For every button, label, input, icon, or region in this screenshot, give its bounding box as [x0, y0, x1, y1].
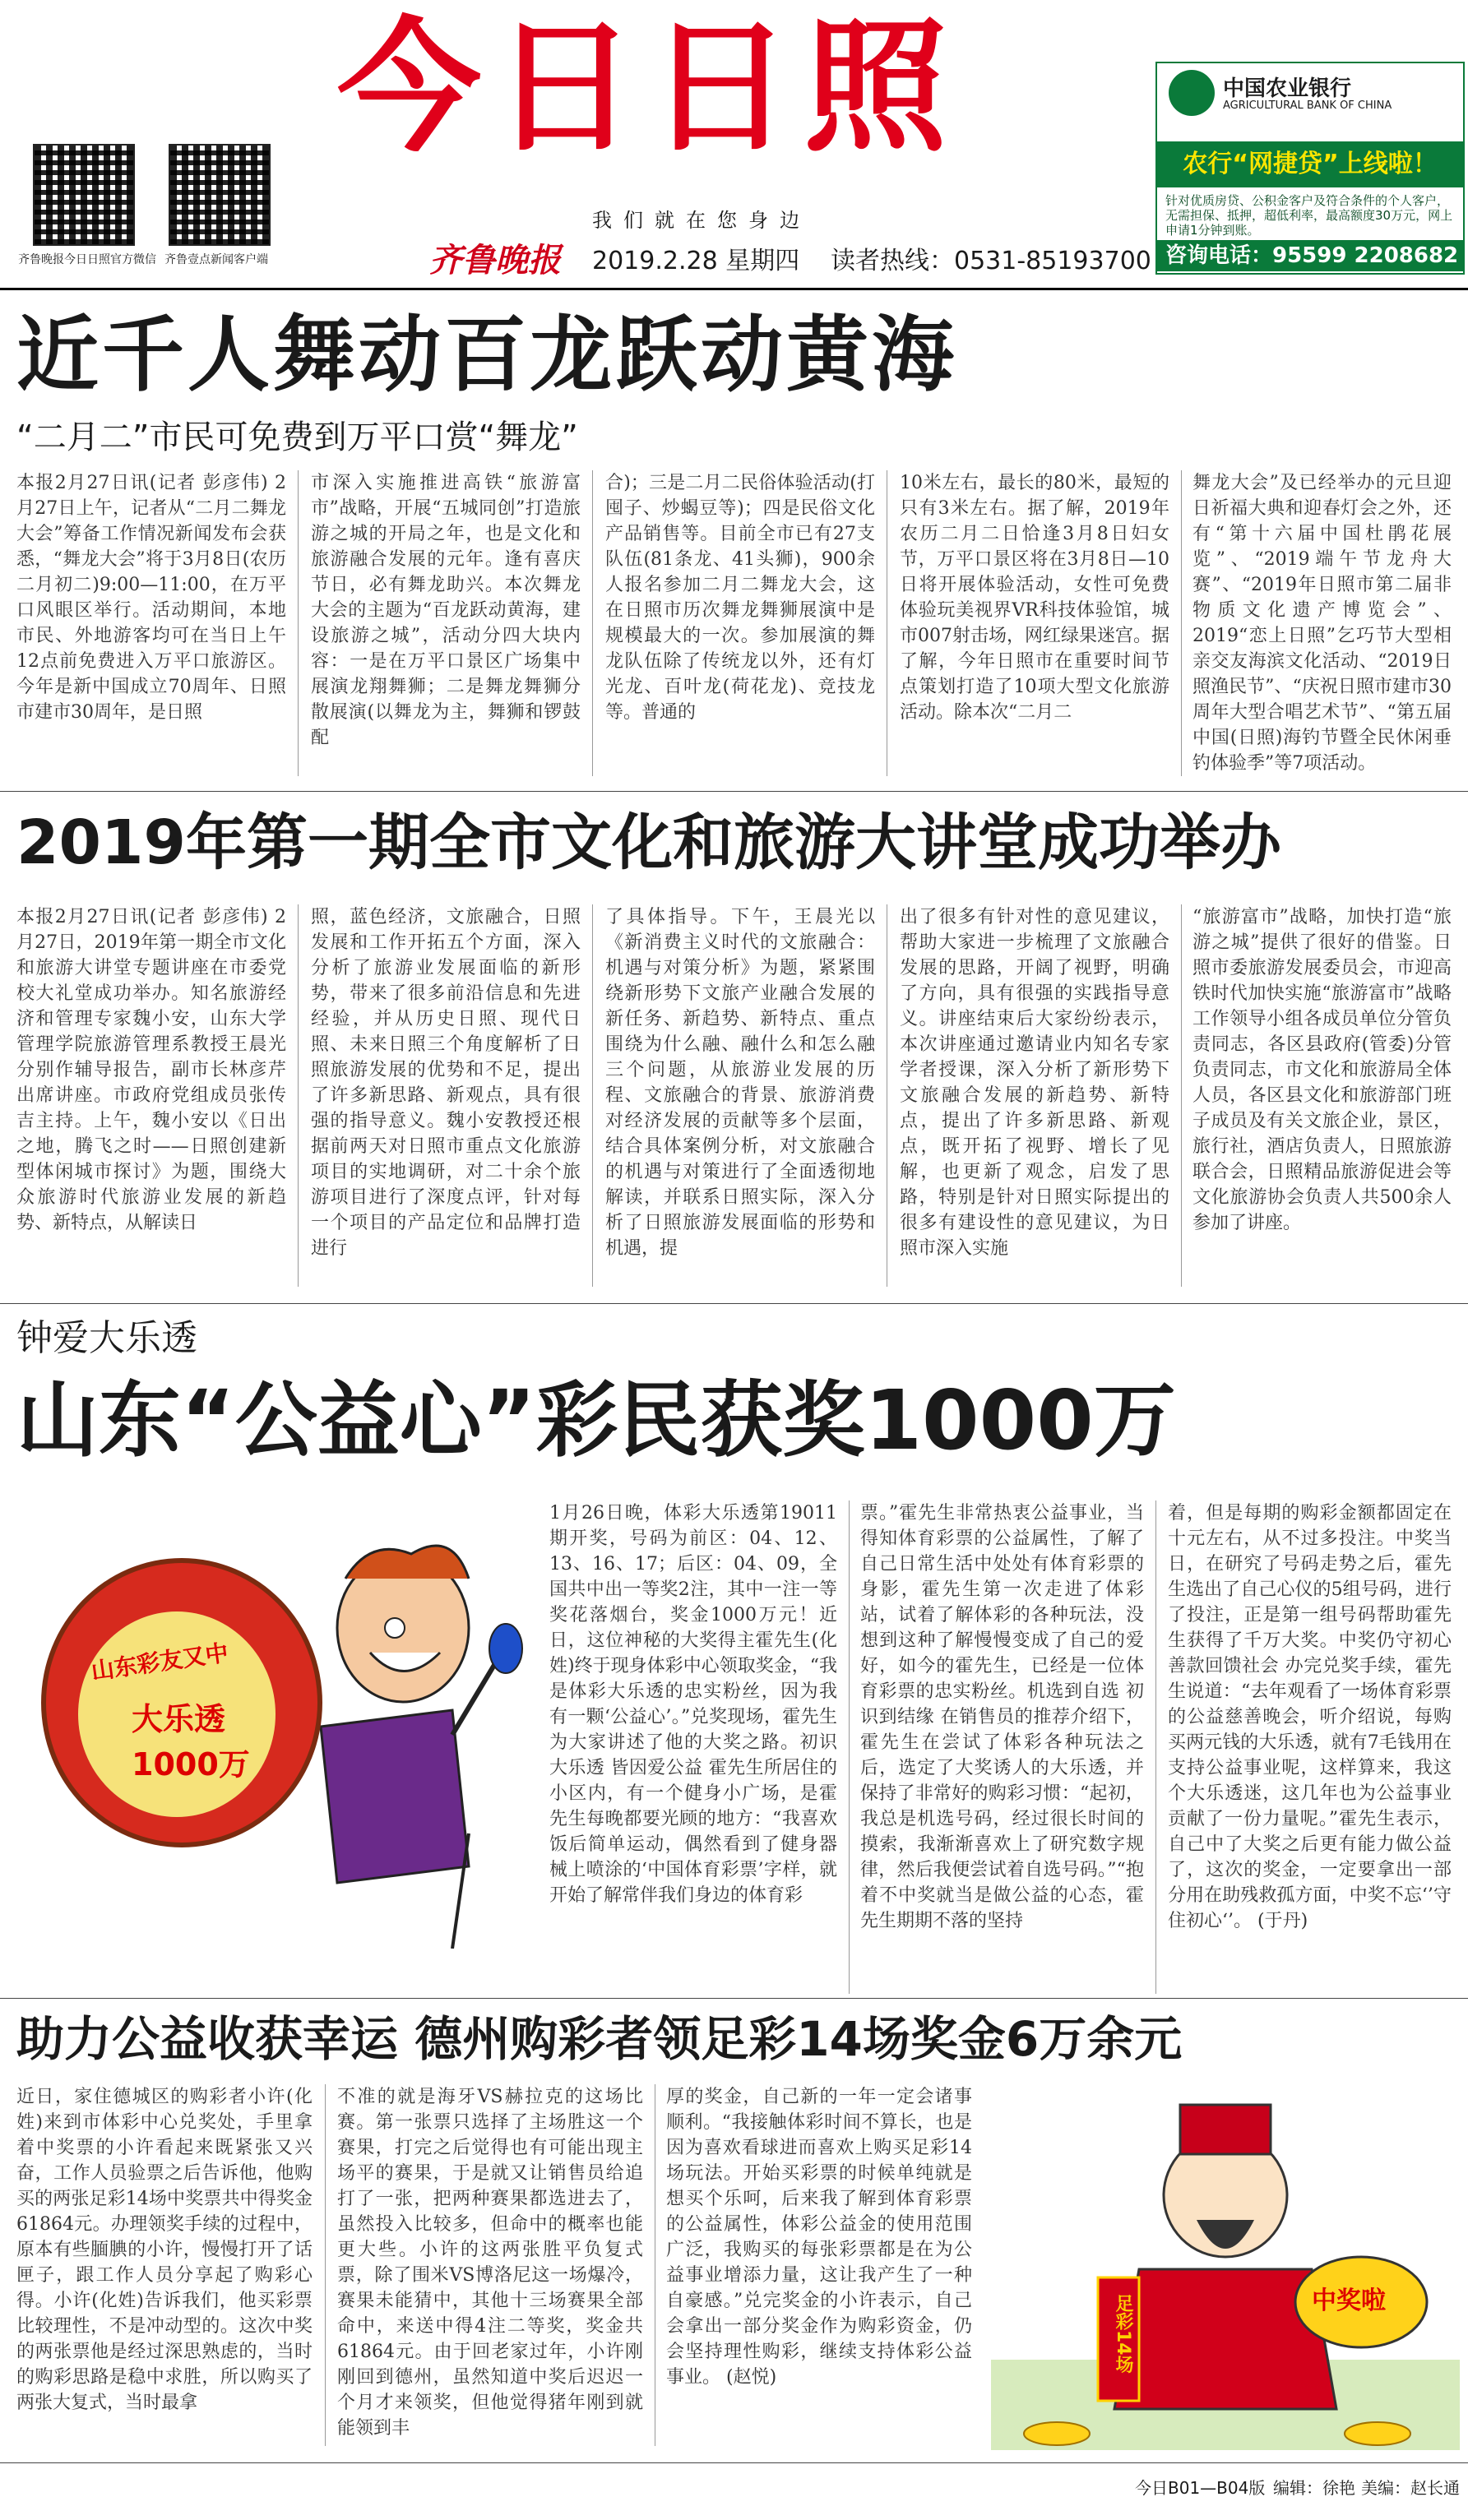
- bank-name: 中国农业银行: [1223, 76, 1352, 101]
- footer-pages: 今日B01—B04版: [1135, 2478, 1266, 2498]
- column-divider: [1155, 1500, 1156, 1994]
- column-divider: [592, 904, 593, 1287]
- bank-ad: [1155, 62, 1465, 275]
- article1-subhead: “二月二”市民可免费到万平口赏“舞龙”: [16, 418, 578, 456]
- article4-headline: 助力公益收获幸运 德州购彩者领足彩14场奖金6万余元: [16, 2011, 1183, 2067]
- article2-column: 照，蓝色经济，文旅融合，日照发展和工作开拓五个方面，深入分析了旅游业发展面临的新形势，带来了很多前沿信息和先进经验，并从历史日照、现代日照、未来日照三个角度解析了日照旅游发展的优势和不足，提出了许多新思路、新观点，具有很强的指导意义。魏小安教授还根据前两天对日照市重点文化旅游项目的实地调研，对二十余个旅游项目进行了深度点评，针对每一个项目的产品定位和品牌打造进行: [311, 907, 581, 1259]
- bank-tel: 咨询电话：95599 2208682: [1157, 240, 1463, 271]
- drummer-body: [321, 1710, 469, 1883]
- article1-column: 本报2月27日讯(记者 彭彦伟) 2月27日上午，记者从“二月二舞龙大会”筹备工作情况新闻发布会获悉，“舞龙大会”将于3月8日(农历二月初二)9:00—11:00，在万平口风眼区举行。活动期间，本地市民、外地游客均可在当日上午12点前免费进入万平口旅游区。今年是新中国成立70周年、日照市建市30周年，是日照: [16, 473, 286, 723]
- bank-name-en: AGRICULTURAL BANK OF CHINA: [1223, 99, 1392, 112]
- issue-date: 2019.2.28 星期四: [592, 247, 800, 275]
- masthead-slogan: 我们就在您身边: [592, 209, 811, 232]
- qr-code-wechat: [33, 144, 135, 246]
- section-rule: [0, 791, 1468, 792]
- reader-hotline: 读者热线：0531-85193700: [831, 247, 1151, 275]
- article3-headline: 山东“公益心”彩民获奖1000万: [16, 1372, 1176, 1468]
- drumstick-head: [489, 1624, 522, 1673]
- article1-column: 10米左右，最长的80米，最短的只有3米左右。据了解，2019年农历二月二日恰逢3月8日妇女节，万平口景区将在3月8日—10日将开展体验活动，女性可免费体验玩美视界VR科技体验馆，城市007射击场，网红绿果迷宫。据了解，今年日照市在重要时间节点策划打造了10项大型文化旅游活动。除本次“二月二: [900, 473, 1169, 723]
- drum-text: 大乐透: [132, 1701, 226, 1737]
- article3-column: 着，但是每期的购彩金额都固定在十元左右，从不过多投注。中奖当日，在研究了号码走势之后，霍先生选出了自己心仪的5组号码，进行了投注，正是第一组号码帮助霍先生获得了千万大奖。中奖仍守初心 善款回馈社会 办完兑奖手续，霍先生说道：“去年观看了一场体育彩票的公益慈善晚会，听介绍说，每购买两元钱的大乐透，就有7毛钱用在支持公益事业呢，这样算来，我这个大乐透迷，这几年也为公益事业贡献了一份力量呢。”霍先生表示，自己中了大奖之后更有能力做公益了，这次的奖金，一定要拿出一部分用在助残救孤方面，中奖不忘‘’守住初心‘’。 (于丹): [1168, 1503, 1452, 1931]
- article3-kicker: 钟爱大乐透: [16, 1317, 197, 1359]
- article2-column: 了具体指导。下午，王晨光以《新消费主义时代的文旅融合：机遇与对策分析》为题，紧紧围绕新形势下文旅产业融合发展的新任务、新趋势、新特点、重点围绕为什么融、融什么和怎么融三个问题，从旅游业发展的历程、文旅融合的背景、旅游消费对经济发展的贡献等多个层面，结合具体案例分析，对文旅融合的机遇与对策进行了全面透彻地解读，并联系日照实际，深入分析了日照旅游发展面临的形势和机遇，提: [605, 907, 875, 1259]
- wealth-god-hat: [1180, 2105, 1271, 2154]
- bank-banner: 农行“网捷贷”上线啦！: [1157, 141, 1463, 187]
- section-rule: [0, 1303, 1468, 1304]
- column-divider: [1181, 470, 1182, 776]
- article2-column: “旅游富市”战略，加快打造“旅游之城”提供了很好的借鉴。日照市委旅游发展委员会，市迎高铁时代加快实施“旅游富市”战略工作领导小组各成员单位分管负责同志，各区县政府(管委)分管负责同志，市文化和旅游局全体人员，各区县文化和旅游部门班子成员及有关文旅企业，景区，旅行社，酒店负责人，日照旅游联合会，日照精品旅游促进会等文化旅游协会负责人共500余人参加了讲座。: [1192, 907, 1452, 1233]
- gold-ingot: [1345, 2422, 1410, 2445]
- article2-column: 出了很多有针对性的意见建议，帮助大家进一步梳理了文旅融合发展的思路，开阔了视野，明确了方向，具有很强的实践指导意义。讲座结束后大家纷纷表示，本次讲座通过邀请业内知名专家学者授课，深入分析了新形势下文旅融合发展的新趋势、新特点，提出了许多新思路、新观点，既开拓了视野、增长了见解，也更新了观念，启发了思路，特别是针对日照实际提出的很多有建设性的意见建议，为日照市深入实施: [900, 907, 1169, 1259]
- article4-column: 不准的就是海牙VS赫拉克的这场比赛。第一张票只选择了主场胜这一个赛果，打完之后觉得也有可能出现主场平的赛果，于是就又让销售员给追打了一张，把两种赛果都选进去了，虽然投入比较多，但命中的概率也能更大些。小许的这两张胜平负复式票，除了围米VS博洛尼这一场爆冷，赛果未能猜中，其他十三场赛果全部命中，来送中得4注二等奖，奖金共61864元。由于回老家过年，小许刚刚回到德州，虽然知道中奖后迟迟一个月才来领奖，但他觉得猪年刚到就能领到丰: [337, 2087, 643, 2439]
- column-divider: [592, 470, 593, 776]
- article1-headline: 近千人舞动百龙跃动黄海: [16, 307, 957, 403]
- article1-column: 舞龙大会”及已经举办的元旦迎日祈福大典和迎春灯会之外，还有“第十六届中国杜鹃花展览”、“2019端午节龙舟大赛”、“2019年日照市第二届非物质文化遗产博览会”、2019“恋上日照”乞巧节大型相亲交友海滨文化活动、“2019日照渔民节”、“庆祝日照市建市30周年大型合唱艺术节”、“第五届中国(日照)海钓节暨全民休闲垂钓体验季”等7项活动。: [1192, 473, 1452, 774]
- column-divider: [849, 1500, 850, 1994]
- article1-column: 市深入实施推进高铁“旅游富市”战略，开展“五城同创”打造旅游之城的开局之年，也是文化和旅游融合发展的元年。逢有喜庆节日，必有舞龙助兴。本次舞龙大会的主题为“百龙跃动黄海，建设旅游之城”，活动分四大块内容：一是在万平口景区广场集中展演龙翔舞狮；二是舞龙舞狮分散展演(以舞龙为主，舞狮和锣鼓配: [311, 473, 581, 748]
- lottery-banner-label: 足彩14场: [1113, 2294, 1133, 2374]
- drummer-hair: [345, 1546, 469, 1579]
- masthead-rule: [0, 288, 1468, 290]
- bank-logo-icon: [1169, 70, 1215, 116]
- footer-editor: 编辑：徐艳: [1273, 2478, 1355, 2498]
- masthead-title: 今日日照: [337, 5, 959, 172]
- qr-label-app: 齐鲁壹点新闻客户端: [164, 253, 268, 266]
- brand-logo: 齐鲁晚报: [429, 241, 561, 280]
- footer-rule: [0, 2462, 1468, 2463]
- drummer-eye: [385, 1618, 405, 1638]
- article3-column: 1月26日晚，体彩大乐透第19011期开奖，号码为前区：04、12、13、16、17；后区：04、09，全国共中出一等奖2注，其中一注一等奖花落烟台，奖金1000万元！近日，这位神秘的大奖得主霍先生(化姓)终于现身体彩中心领取奖金，“我是体彩大乐透的忠实粉丝，因为我有一颗‘公益心’。”兑奖现场，霍先生为大家讲述了他的大奖之路。初识大乐透 皆因爱公益 霍先生所居住的小区内，有一个健身小广场，是霍先生每晚都要光顾的地方：“我喜欢饭后简单运动，偶然看到了健身器械上喷涂的‘中国体育彩票’字样，就开始了解常伴我们身边的体育彩: [549, 1503, 837, 1906]
- article3-column: 票。”霍先生非常热衷公益事业，当得知体育彩票的公益属性，了解了自己日常生活中处处有体育彩票的身影，霍先生第一次走进了体彩站，试着了解体彩的各种玩法，没想到这种了解慢慢变成了自己的爱好，如今的霍先生，已经是一位体育彩票的忠实粉丝。机选到自选 初识到结缘 在销售员的推荐介绍下，霍先生在尝试了体彩各种玩法之后，选定了大奖诱人的大乐透，并保持了非常好的购彩习惯：“起初，我总是机选号码，经过很长时间的摸索，我渐渐喜欢上了研究数字规律，然后我便尝试着自选号码。”“抱着不中奖就当是做公益的心态，霍先生期期不落的坚持: [860, 1503, 1144, 1931]
- column-divider: [325, 2084, 326, 2446]
- article2-column: 本报2月27日讯(记者 彭彦伟) 2月27日，2019年第一期全市文化和旅游大讲堂专题讲座在市委党校大礼堂成功举办。知名旅游经济和管理专家魏小安，山东大学管理学院旅游管理系教授王晨光分别作辅导报告，副市长林彦芹出席讲座。市政府党组成员张传吉主持。上午，魏小安以《日出之地，腾飞之时——日照创建新型体闲城市探讨》为题，围绕大众旅游时代旅游业发展的新趋势、新特点，从解读日: [16, 907, 286, 1233]
- article1-column: 合)；三是二月二民俗体验活动(打囤子、炒蝎豆等)；四是民俗文化产品销售等。目前全市已有27支队伍(81条龙、41头狮)，900余人报名参加二月二舞龙大会，这在日照市历次舞龙舞狮展演中是规模最大的一次。参加展演的舞龙队伍除了传统龙以外，还有灯光龙、百叶龙(荷花龙)、竞技龙等。普通的: [605, 473, 875, 723]
- column-divider: [1181, 904, 1182, 1287]
- column-divider: [298, 904, 299, 1287]
- qr-code-app: [169, 144, 271, 246]
- gold-ingot: [1024, 2422, 1090, 2445]
- article4-column: 近日，家住德城区的购彩者小许(化姓)来到市体彩中心兑奖处，手里拿着中奖票的小许看起来既紧张又兴奋，工作人员验票之后告诉他，他购买的两张足彩14场中奖票共中得奖金61864元。办理领奖手续的过程中，原本有些腼腆的小许，慢慢打开了话匣子，跟工作人员分享起了购彩心得。小许(化姓)告诉我们，他买彩票比较理性，不是冲动型的。这次中奖的两张票他是经过深思熟虑的，当时的购彩思路是稳中求胜，所以购买了两张大复式，当时最拿: [16, 2087, 313, 2413]
- drum-text: 1000万: [132, 1746, 250, 1782]
- qr-label-wechat: 齐鲁晚报今日日照官方微信: [18, 253, 156, 266]
- drum-text: 山东彩友又中: [89, 1639, 230, 1685]
- prize-bag-label: 中奖啦: [1312, 2286, 1386, 2315]
- bank-ad-text: 针对优质房贷、公积金客户及符合条件的个人客户，无需担保、抵押，超低利率，最高额度30万元，网上申请1分钟到账。: [1165, 193, 1453, 238]
- article2-headline: 2019年第一期全市文化和旅游大讲堂成功举办: [16, 807, 1281, 878]
- footer-designer: 美编：赵长通: [1361, 2478, 1460, 2498]
- column-divider: [298, 470, 299, 776]
- article4-column: 厚的奖金，自己新的一年一定会诸事顺利。“我接触体彩时间不算长，也是因为喜欢看球进而喜欢上购买足彩14场玩法。开始买彩票的时候单纯就是想买个乐呵，后来我了解到体育彩票的公益属性，体彩公益金的使用范围广泛，我购买的每张彩票都是在为公益事业增添力量，这让我产生了一种自豪感。”兑完奖金的小许表示，自己会拿出一部分奖金作为购彩资金，仍会坚持理性购彩，继续支持体彩公益事业。 (赵悦): [666, 2087, 972, 2388]
- god-of-wealth-illustration: [991, 2088, 1460, 2450]
